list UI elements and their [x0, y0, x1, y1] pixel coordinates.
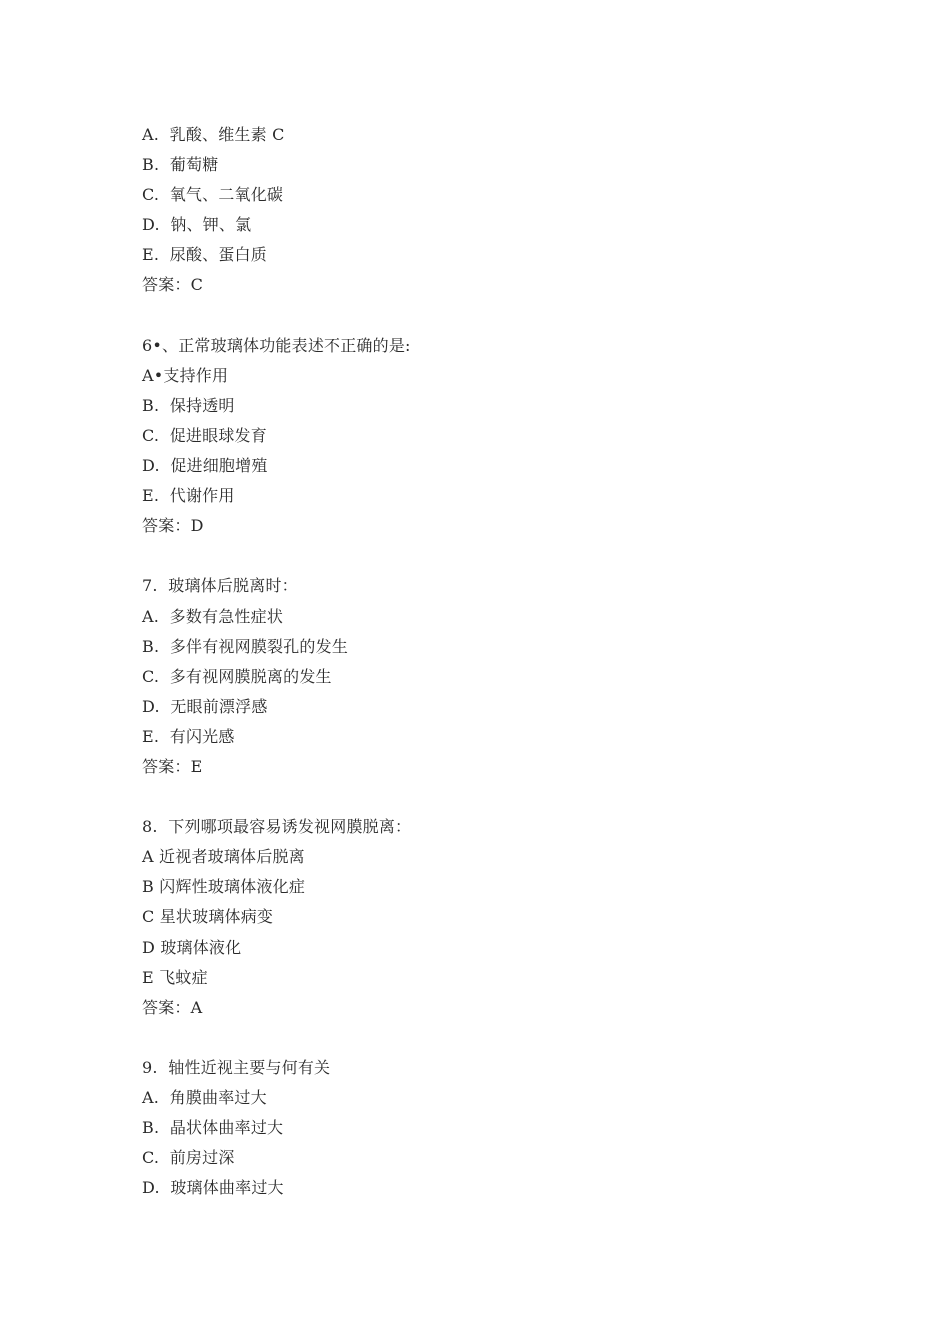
- option-e: E. 尿酸、蛋白质: [142, 245, 267, 265]
- question-7: [142, 571, 842, 782]
- answer: 答案：D: [142, 516, 204, 536]
- option-b: B. 晶状体曲率过大: [142, 1118, 284, 1138]
- spacer: [142, 301, 842, 331]
- option-c: C. 氧气、二氧化碳: [142, 185, 284, 205]
- question-9: [142, 1053, 842, 1203]
- option-c: C. 多有视网膜脱离的发生: [142, 666, 332, 686]
- question-text: 8. 下列哪项最容易诱发视网膜脱离：: [142, 817, 412, 837]
- option-b: B 闪辉性玻璃体液化症: [142, 877, 306, 897]
- answer: 答案：A: [142, 997, 203, 1017]
- option-e: E 飞蚊症: [142, 967, 208, 987]
- question-6: [142, 331, 842, 542]
- option-a: A. 乳酸、维生素 C: [142, 125, 285, 144]
- option-d: D 玻璃体液化: [142, 937, 242, 957]
- document-page: [142, 120, 842, 1203]
- option-e: E. 代谢作用: [142, 486, 235, 506]
- option-a: A. 角膜曲率过大: [142, 1088, 267, 1107]
- spacer: [142, 782, 842, 812]
- spacer: [142, 541, 842, 571]
- option-e: E. 有闪光感: [142, 726, 235, 746]
- option-b: B. 保持透明: [142, 395, 235, 415]
- answer: 答案：E: [142, 756, 203, 776]
- option-d: D. 玻璃体曲率过大: [142, 1178, 284, 1198]
- option-c: C. 促进眼球发育: [142, 425, 267, 445]
- option-d: D. 促进细胞增殖: [142, 456, 268, 476]
- option-b: B. 葡萄糖: [142, 155, 219, 175]
- spacer: [142, 1023, 842, 1053]
- option-c: C. 前房过深: [142, 1148, 235, 1168]
- option-c: C 星状玻璃体病变: [142, 907, 274, 927]
- option-d: D. 无眼前漂浮感: [142, 696, 268, 716]
- question-text: 6•、正常玻璃体功能表述不正确的是:: [142, 335, 411, 355]
- option-d: D. 钠、钾、氯: [142, 215, 252, 235]
- option-a: A•支持作用: [142, 365, 229, 385]
- question-text: 7. 玻璃体后脱离时：: [142, 576, 298, 596]
- option-b: B. 多伴有视网膜裂孔的发生: [142, 636, 349, 656]
- question-8: [142, 812, 842, 1023]
- answer: 答案：C: [142, 275, 204, 295]
- question-5: [142, 120, 842, 301]
- question-text: 9. 轴性近视主要与何有关: [142, 1057, 331, 1077]
- option-a: A. 多数有急性症状: [142, 606, 284, 626]
- option-a: A 近视者玻璃体后脱离: [142, 847, 305, 867]
